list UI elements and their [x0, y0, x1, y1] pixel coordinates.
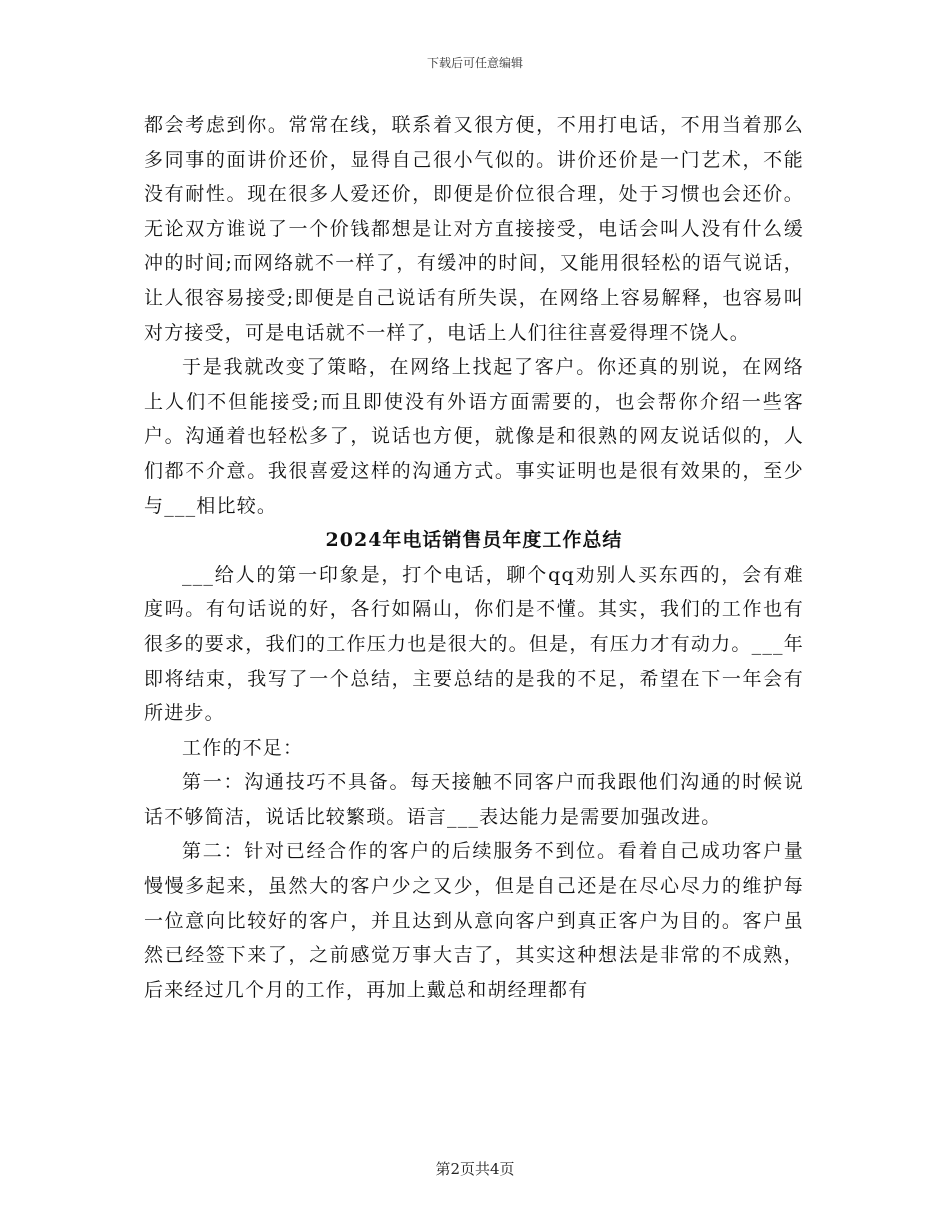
- paragraph-1: 都会考虑到你。常常在线，联系着又很方便，不用打电话，不用当着那么多同事的面讲价还价，显得自己很小气似的。讲价还价是一门艺术，不能没有耐性。现在很多人爱还价，即便是价位很合理，处于习惯也会还价。无论双方谁说了一个价钱都想是让对方直接接受，电话会叫人没有什么缓冲的时间;而网络就不一样了，有缓冲的时间，又能用很轻松的语气说话，让人很容易接受;即便是自己说话有所失误，在网络上容易解释，也容易叫对方接受，可是电话就不一样了，电话上人们往往喜爱得理不饶人。: [144, 114, 804, 344]
- paragraph-6: 第二：针对已经合作的客户的后续服务不到位。看着自己成功客户量慢慢多起来，虽然大的客户少之又少，但是自己还是在尽心尽力的维护每一位意向比较好的客户，并且达到从意向客户到真正客户为目的。客户虽然已经签下来了，之前感觉万事大吉了，其实这种想法是非常的不成熟，后来经过几个月的工作，再加上戴总和胡经理都有: [144, 840, 804, 1001]
- paragraph-5: 第一：沟通技巧不具备。每天接触不同客户而我跟他们沟通的时候说话不够简洁，说话比较繁琐。语言___表达能力是需要加强改进。: [144, 771, 804, 828]
- page-footer: 第2页共4页: [435, 1160, 515, 1178]
- section-title: 2024年电话销售员年度工作总结: [325, 529, 623, 552]
- document-body: [144, 108, 804, 1007]
- paragraph-3: ___给人的第一印象是，打个电话，聊个qq劝别人买东西的，会有难度吗。有句话说的好，各行如隔山，你们是不懂。其实，我们的工作也有很多的要求，我们的工作压力也是很大的。但是，有压力才有动力。___年即将结束，我写了一个总结，主要总结的是我的不足，希望在下一年会有所进步。: [144, 563, 804, 725]
- page-header: 下载后可任意编辑: [426, 56, 523, 70]
- paragraph-4: 工作的不足：: [182, 736, 304, 759]
- paragraph-2: 于是我就改变了策略，在网络上找起了客户。你还真的别说，在网络上人们不但能接受;而且即使没有外语方面需要的，也会帮你介绍一些客户。沟通着也轻松多了，说话也方便，就像是和很熟的网友说话似的，人们都不介意。我很喜爱这样的沟通方式。事实证明也是很有效果的，至少与___相比较。: [144, 356, 804, 517]
